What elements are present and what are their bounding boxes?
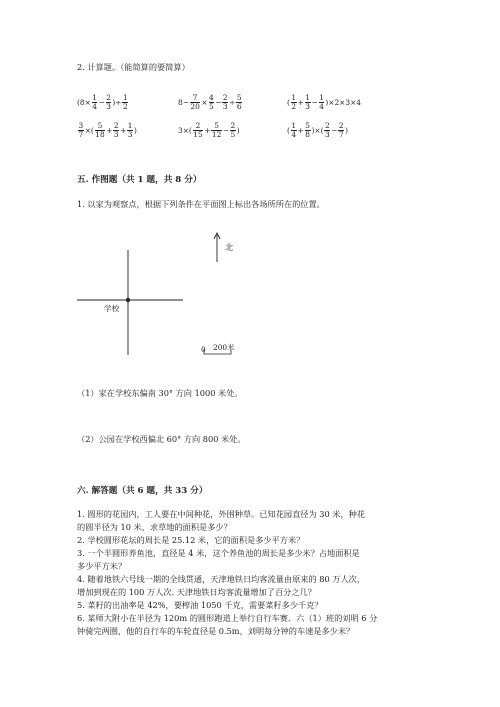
numerator: 2 xyxy=(324,121,330,130)
operator: + xyxy=(204,126,211,135)
expr-text: )×2×3×4 xyxy=(325,98,361,107)
denominator: 12 xyxy=(211,130,222,139)
denominator: 3 xyxy=(324,130,330,139)
answer-line: 6. 某师大附小在半径为 120m 的圆形跑道上举行自行车赛．六（1）班的刘明 6 分 xyxy=(77,613,378,623)
operator: ×( xyxy=(84,126,94,135)
denominator: 7 xyxy=(78,130,84,139)
denominator: 3 xyxy=(113,130,119,139)
denominator: 3 xyxy=(222,102,228,111)
expr-text: 3×( xyxy=(178,126,192,135)
numerator: 5 xyxy=(236,93,242,102)
operator: − xyxy=(98,98,105,107)
numerator: 5 xyxy=(95,122,105,131)
operator: )÷ xyxy=(112,98,122,107)
school-label: 学校 xyxy=(104,304,120,313)
numerator: 1 xyxy=(92,93,97,102)
numerator: 2 xyxy=(230,121,236,130)
drawing-instruction: 1. 以家为观察点，根据下列条件在平面图上标出各场所所在的位置。 xyxy=(77,199,325,209)
numerator: 2 xyxy=(193,122,203,131)
answer-section-heading: 六. 解答题（共 6 题，共 33 分） xyxy=(77,486,208,496)
expr-text: (8× xyxy=(77,98,91,107)
north-label: 北 xyxy=(225,242,234,252)
denominator: 4 xyxy=(92,102,97,111)
expr-text: ) xyxy=(345,126,348,135)
answer-line: 2. 学校圆形花坛的周长是 25.12 米，它的面积是多少平方米？ xyxy=(77,535,305,545)
drawing-question-2: （2）公园在学校西偏北 60° 方向 800 米处。 xyxy=(77,434,246,444)
expr-text: ) xyxy=(236,126,240,135)
denominator: 15 xyxy=(193,130,203,139)
operator: )×( xyxy=(311,126,324,135)
denominator: 5 xyxy=(230,130,236,139)
answer-line: 的圆半径为 10 米，求草地的面积是多少？ xyxy=(77,522,232,532)
drawing-question-1: （1）家在学校东偏南 30° 方向 1000 米处。 xyxy=(77,388,243,398)
numerator: 2 xyxy=(338,121,344,130)
operator: + xyxy=(297,98,304,107)
answer-line: 多少平方米？ xyxy=(77,561,127,571)
denominator: 6 xyxy=(236,102,242,111)
scale-zero-label: 0 xyxy=(201,345,206,354)
denominator: 20 xyxy=(190,102,200,111)
answer-line: 增加到现在的 100 万人次. 天津地铁日均客流量增加了百分之几？ xyxy=(77,587,316,597)
denominator: 4 xyxy=(319,102,324,111)
denominator: 7 xyxy=(338,130,344,139)
numerator: 1 xyxy=(291,121,297,130)
expr-text: ) xyxy=(134,126,137,135)
answer-line: 5. 菜籽的出油率是 42%，要榨油 1050 千克，需要菜籽多少千克？ xyxy=(77,600,323,610)
numerator: 2 xyxy=(106,93,111,102)
answer-line: 钟骑完两圈，他的自行车的车轮直径是 0.5m，刘明每分钟的车速是多少米？ xyxy=(77,626,355,636)
denominator: 5 xyxy=(209,102,214,111)
calc-heading: 2. 计算题。（能简算的要简算） xyxy=(77,62,190,72)
numerator: 5 xyxy=(305,121,310,130)
school-point xyxy=(126,298,130,302)
numerator: 4 xyxy=(209,93,214,102)
operator: + xyxy=(297,126,304,135)
denominator: 3 xyxy=(127,130,133,139)
operator: − xyxy=(331,126,338,135)
expr-text: ( xyxy=(287,98,290,107)
operator: − xyxy=(222,126,229,135)
expr-text: ( xyxy=(287,126,290,135)
answer-line: 4. 随着地铁六号线一期的全线贯通，天津地铁日均客流量由原来的 80 万人次， xyxy=(77,574,366,584)
drawing-section-heading: 五. 作图题（共 1 题，共 8 分） xyxy=(77,175,202,185)
denominator: 3 xyxy=(106,102,111,111)
operator: × xyxy=(201,98,208,107)
scale-distance-label: 200米 xyxy=(213,343,235,352)
operator: − xyxy=(215,98,222,107)
operator: + xyxy=(106,126,113,135)
numerator: 1 xyxy=(127,121,133,130)
numerator: 1 xyxy=(291,93,297,102)
operator: ÷ xyxy=(229,98,236,107)
operator: + xyxy=(120,126,127,135)
numerator: 7 xyxy=(190,94,200,103)
numerator: 5 xyxy=(211,122,221,131)
numerator: 1 xyxy=(122,93,128,102)
numerator: 2 xyxy=(113,121,119,130)
answer-line: 3. 一个半圆形养鱼池，直径是 4 米，这个养鱼池的周长是多少米？占地面积是 xyxy=(77,548,360,558)
expr-text: 8− xyxy=(178,98,189,107)
denominator: 2 xyxy=(122,102,128,111)
numerator: 3 xyxy=(78,121,84,130)
denominator: 3 xyxy=(305,102,310,111)
numerator: 2 xyxy=(222,93,228,102)
operator: − xyxy=(311,98,318,107)
denominator: 18 xyxy=(95,130,105,139)
denominator: 4 xyxy=(291,130,297,139)
answer-line: 1. 圆形的花园内，工人要在中间种花，外围种草。已知花园直径为 30 米，种花 xyxy=(77,509,366,519)
numerator: 1 xyxy=(305,93,310,102)
numerator: 1 xyxy=(319,93,324,102)
denominator: 2 xyxy=(291,102,297,111)
denominator: 8 xyxy=(305,130,310,139)
